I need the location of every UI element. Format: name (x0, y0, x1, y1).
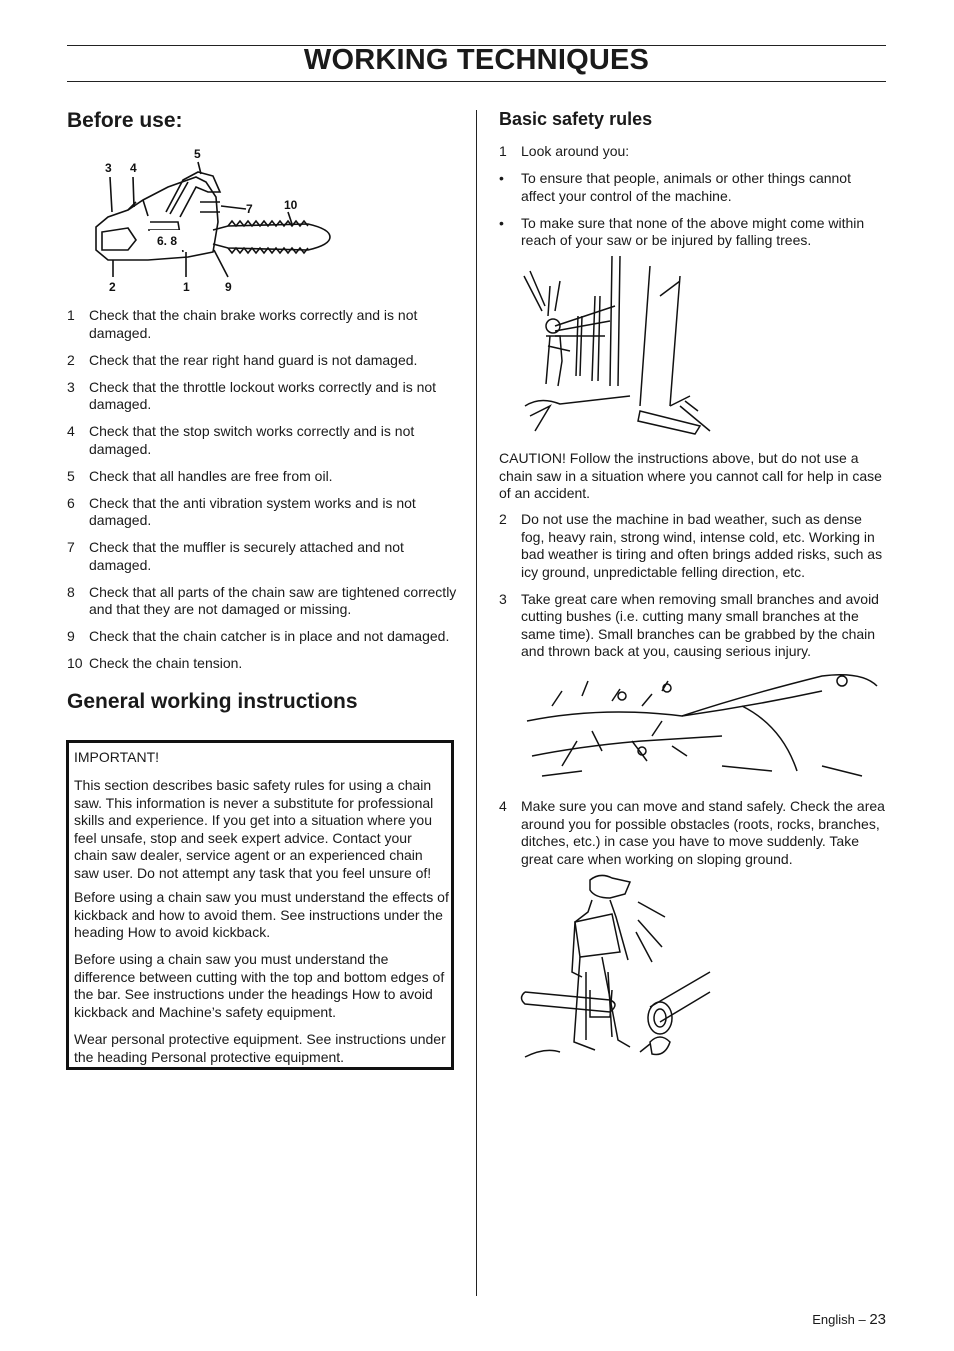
diagram-label-9: 9 (225, 280, 232, 294)
notice-paragraph: Before using a chain saw you must understand the difference between cutting with the top and bottom edges of the bar. See instructions under the headings How to avoid kickback and Machine’s safety equipment. (74, 951, 445, 1020)
diagram-label-2: 2 (109, 280, 116, 294)
list-item: 7 Check that the muffler is securely attached and not damaged. (67, 539, 404, 573)
page-title: WORKING TECHNIQUES (303, 44, 650, 76)
branches-illustration (522, 666, 884, 786)
look-around-list (499, 143, 887, 259)
before-use-heading: Before use: (67, 109, 183, 132)
before-use-checklist (67, 307, 459, 682)
diagram-label-3: 3 (105, 161, 112, 175)
diagram-label-4: 4 (130, 161, 137, 175)
list-item: 2 Check that the rear right hand guard is not damaged. (67, 351, 418, 368)
list-item: 6 Check that the anti vibration system works and is not damaged. (67, 494, 416, 528)
list-item: 1 Look around you: (499, 143, 630, 159)
notice-paragraph: Wear personal protective equipment. See instructions under the heading Personal protective equipment. (74, 1031, 446, 1065)
important-notice-box (66, 740, 454, 1070)
general-instructions-heading: General working instructions (67, 690, 358, 713)
list-item: 10 Check the chain tension. (67, 655, 243, 671)
worker-illustration (520, 872, 715, 1062)
page-footer: English – 23 (812, 1311, 886, 1328)
list-item: • To make sure that none of the above might come within reach of your saw or be injured by falling trees. (499, 214, 865, 248)
header-bottom-rule (67, 81, 886, 82)
safe-footing-list (499, 798, 887, 878)
list-item: 2 Do not use the machine in bad weather, such as dense fog, heavy rain, strong wind, intense cold, etc. Working in bad weather is tiring and often brings added risks, such as icy ground, unpredictable felling direction, etc. (499, 511, 883, 580)
list-item: 8 Check that all parts of the chain saw are tightened correctly and that they are not damaged or missing. (67, 583, 457, 617)
list-item: 5 Check that all handles are free from oil. (67, 467, 333, 484)
important-label: IMPORTANT! (74, 749, 160, 765)
column-divider (476, 110, 477, 1296)
weather-list (499, 511, 887, 670)
footer-language: English (812, 1312, 855, 1327)
basic-safety-rules-heading: Basic safety rules (499, 109, 653, 129)
list-item: 1 Check that the chain brake works correctly and is not damaged. (67, 307, 418, 341)
diagram-label-7: 7 (246, 202, 253, 216)
list-item: 4 Check that the stop switch works correctly and is not damaged. (67, 423, 415, 457)
diagram-label-10: 10 (284, 198, 298, 212)
forest-illustration (520, 256, 720, 438)
page-number: 23 (869, 1311, 886, 1328)
notice-paragraph: This section describes basic safety rules for using a chain saw. This information is never a substitute for professional skills and experience. If you get into a situation where you feel unsafe, stop and seek expert advice. Contact your chain saw dealer, service agent or an experienced chain saw user. Do not attempt any task that you feel unsure of! (74, 777, 434, 881)
caution-text: CAUTION! Follow the instructions above, but do not use a chain saw in a situation where you cannot call for help in case of an accident. (499, 450, 882, 501)
diagram-label-5: 5 (194, 147, 201, 161)
list-item: 9 Check that the chain catcher is in place and not damaged. (67, 628, 450, 644)
list-item: 4 Make sure you can move and stand safely. Check the area around you for possible obstacles (roots, rocks, branches, ditches, etc.) in case you have to move suddenly. Take great care when working on sloping ground. (499, 798, 885, 867)
chainsaw-diagram (88, 142, 338, 297)
list-item: 3 Take great care when removing small branches and avoid cutting bushes (i.e. cutting many small branches at the same time). Small branches can be grabbed by the chain and thrown back at you, causing serious injury. (499, 590, 879, 659)
notice-paragraph: Before using a chain saw you must understand the effects of kickback and how to avoid them. See instructions under the heading How to avoid kickback. (74, 889, 449, 940)
diagram-label-1: 1 (183, 280, 190, 294)
list-item: 3 Check that the throttle lockout works correctly and is not damaged. (67, 378, 437, 412)
list-item: • To ensure that people, animals or other things cannot affect your control of the machine. (499, 170, 851, 204)
diagram-label-6-8: 6. 8 (157, 234, 178, 248)
